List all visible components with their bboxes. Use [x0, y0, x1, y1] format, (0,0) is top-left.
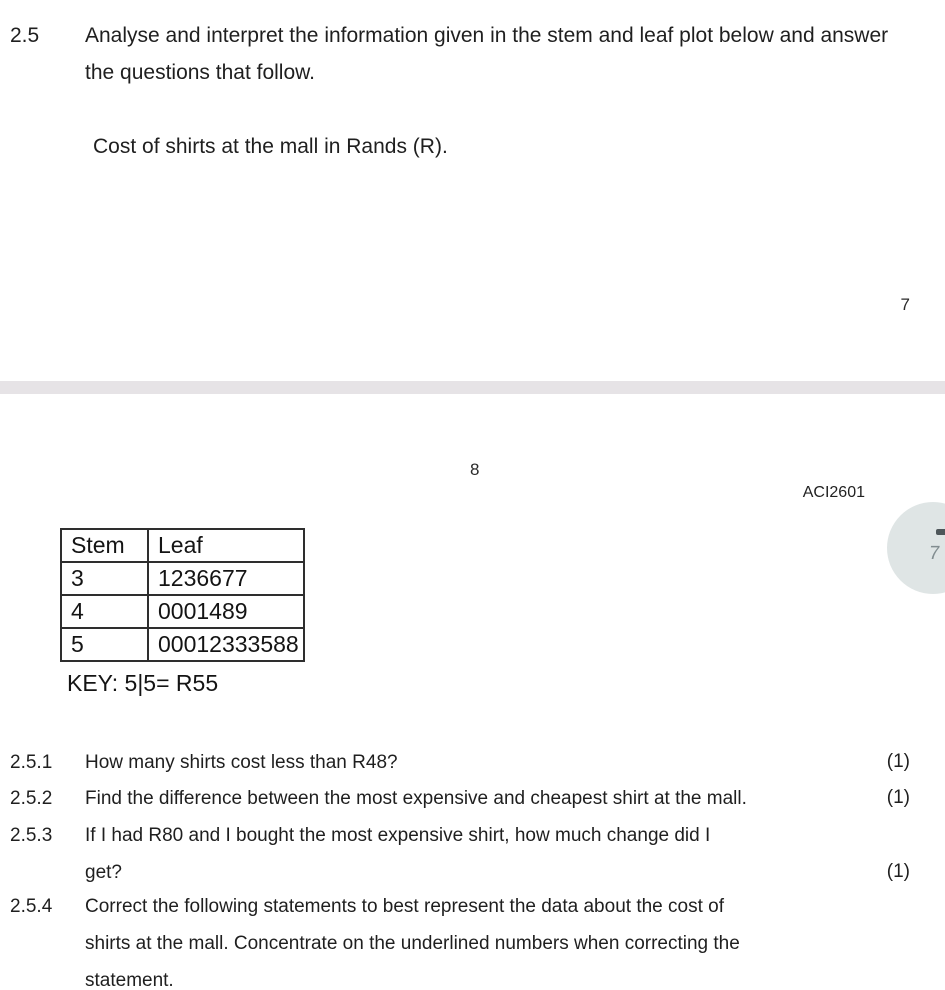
question-2-5-2-text: Find the difference between the most expensive and cheapest shirt at the mall.: [85, 788, 747, 809]
scroll-indicator-dash-icon: [936, 529, 945, 535]
table-row: [61, 595, 304, 628]
question-2-5-4-text-line-3: statement.: [85, 970, 174, 990]
stem-column-header: Stem: [61, 529, 148, 562]
table-row: [61, 628, 304, 661]
stem-value: 5: [61, 628, 148, 661]
question-2-5-2-number: 2.5.2: [10, 788, 53, 809]
question-2-5-number: 2.5: [10, 24, 40, 47]
question-2-5-3-text-line-2: get?: [85, 862, 122, 883]
page-number-7: 7: [900, 295, 910, 314]
leaf-values: 00012333588: [148, 628, 304, 661]
leaf-column-header: Leaf: [148, 529, 304, 562]
question-2-5-4-text-line-2: shirts at the mall. Concentrate on the underlined numbers when correcting the: [85, 933, 740, 954]
question-2-5-text-line-1: Analyse and interpret the information given in the stem and leaf plot below and answer: [85, 24, 889, 47]
table-header-row: [61, 529, 304, 562]
question-2-5-4-text-line-1: Correct the following statements to best represent the data about the cost of: [85, 896, 724, 917]
stem-leaf-table: [60, 528, 305, 662]
course-code: ACI2601: [802, 484, 865, 501]
stem-value: 4: [61, 595, 148, 628]
question-2-5-1-marks: (1): [886, 751, 910, 772]
table-row: [61, 562, 304, 595]
stem-value: 3: [61, 562, 148, 595]
question-2-5-4-number: 2.5.4: [10, 896, 53, 917]
leaf-values: 1236677: [148, 562, 304, 595]
question-2-5-3-text-line-1: If I had R80 and I bought the most expensive shirt, how much change did I: [85, 825, 711, 846]
question-2-5-3-number: 2.5.3: [10, 825, 53, 846]
page-number-8: 8: [470, 460, 480, 479]
scroll-indicator-page-glyph: 7: [927, 543, 942, 564]
stem-leaf-key: KEY: 5|5= R55: [67, 670, 219, 696]
question-2-5-1-number: 2.5.1: [10, 752, 53, 773]
question-2-5-3-marks: (1): [886, 861, 910, 882]
question-2-5-2-marks: (1): [886, 787, 910, 808]
question-2-5-text-line-2: the questions that follow.: [85, 61, 315, 84]
leaf-values: 0001489: [148, 595, 304, 628]
stem-leaf-plot-caption: Cost of shirts at the mall in Rands (R).: [93, 135, 448, 158]
question-2-5-1-text: How many shirts cost less than R48?: [85, 752, 398, 773]
page-gap-divider: [0, 381, 945, 394]
